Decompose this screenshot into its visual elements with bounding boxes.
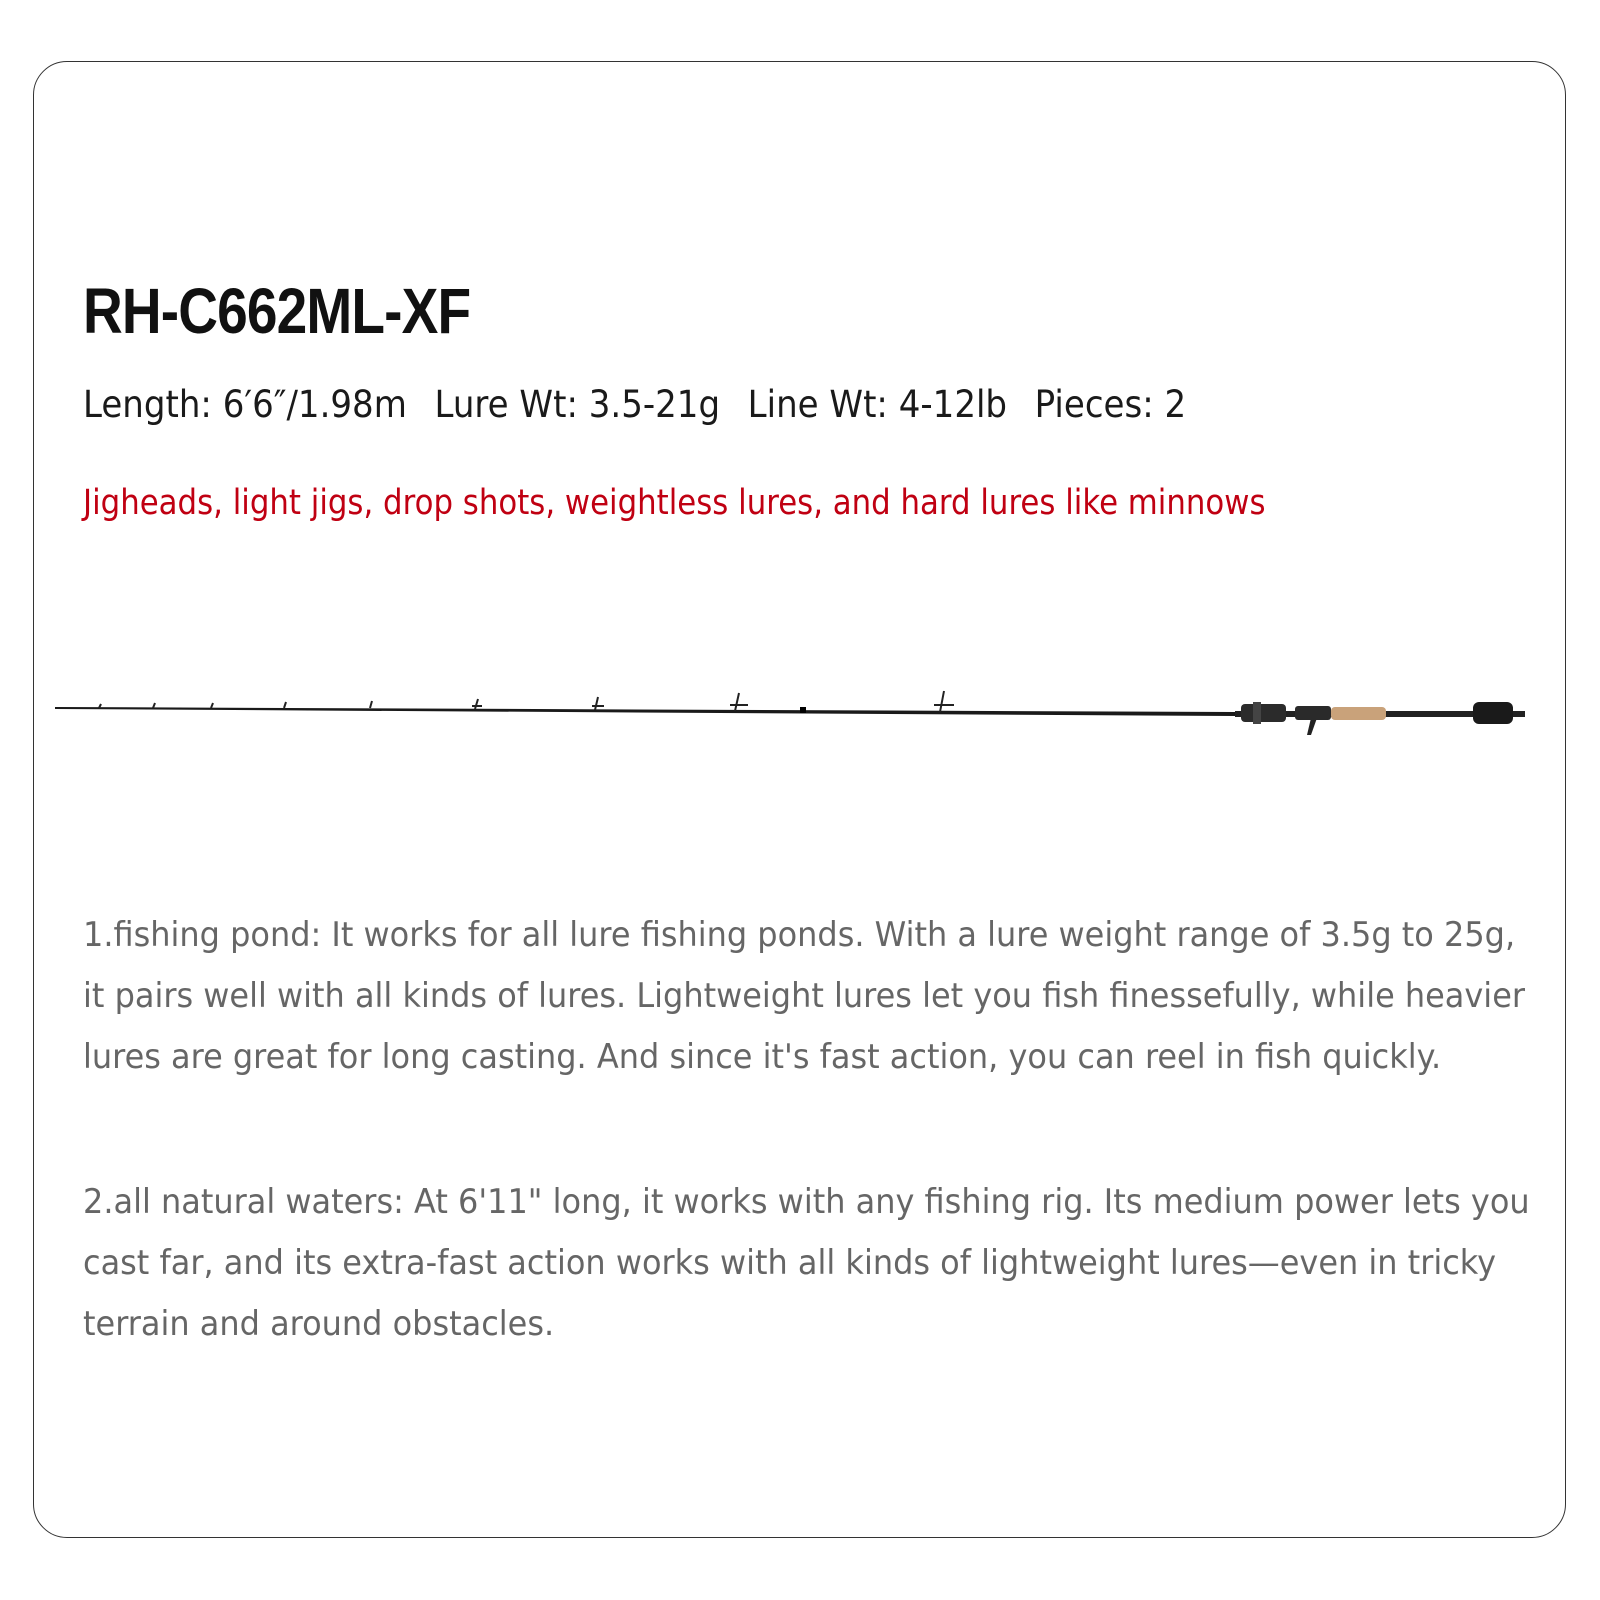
reel-seat-ring (1253, 702, 1261, 724)
spec-lure-weight: Lure Wt: 3.5-21g (434, 383, 721, 426)
rod-blank (55, 707, 1235, 716)
guide-5 (370, 701, 372, 708)
guide-4 (284, 702, 286, 708)
spec-row (83, 380, 1186, 430)
guide-8 (730, 693, 748, 711)
guide-6 (472, 699, 482, 709)
guide-3 (211, 703, 213, 708)
guide-7 (592, 697, 604, 710)
fishing-rod-image (55, 690, 1550, 750)
recommended-lures: Jigheads, light jigs, drop shots, weightless lures, and hard lures like minnows (83, 483, 1266, 523)
guide-2 (153, 703, 155, 708)
description-natural-waters: 2.all natural waters: At 6'11" long, it works with any fishing rig. Its medium power lets you cast far, and its extra-fast action works with all kinds of lightweight lures—even in tricky terrain and around obstacles. (83, 1182, 1530, 1344)
guide-9 (934, 691, 954, 712)
butt-cap (1473, 702, 1513, 724)
spec-line-weight: Line Wt: 4-12lb (747, 383, 1008, 426)
cork-grip (1331, 707, 1386, 720)
model-title: RH-C662ML-XF (83, 275, 471, 347)
rod-ferrule (800, 707, 806, 713)
reel-seat (1241, 704, 1286, 722)
trigger-housing (1295, 706, 1331, 720)
spec-length: Length: 6′6″/1.98m (83, 383, 407, 426)
spec-pieces: Pieces: 2 (1034, 383, 1187, 426)
description-fishing-pond: 1.fishing pond: It works for all lure fishing ponds. With a lure weight range of 3.5g to 25g, it pairs well with all kinds of lures. Lightweight lures let you fish finessefully, while heavier lures are great for long casting. And since it's fast action, you can reel in fish quickly. (83, 915, 1526, 1077)
rod-trigger (1307, 718, 1317, 735)
